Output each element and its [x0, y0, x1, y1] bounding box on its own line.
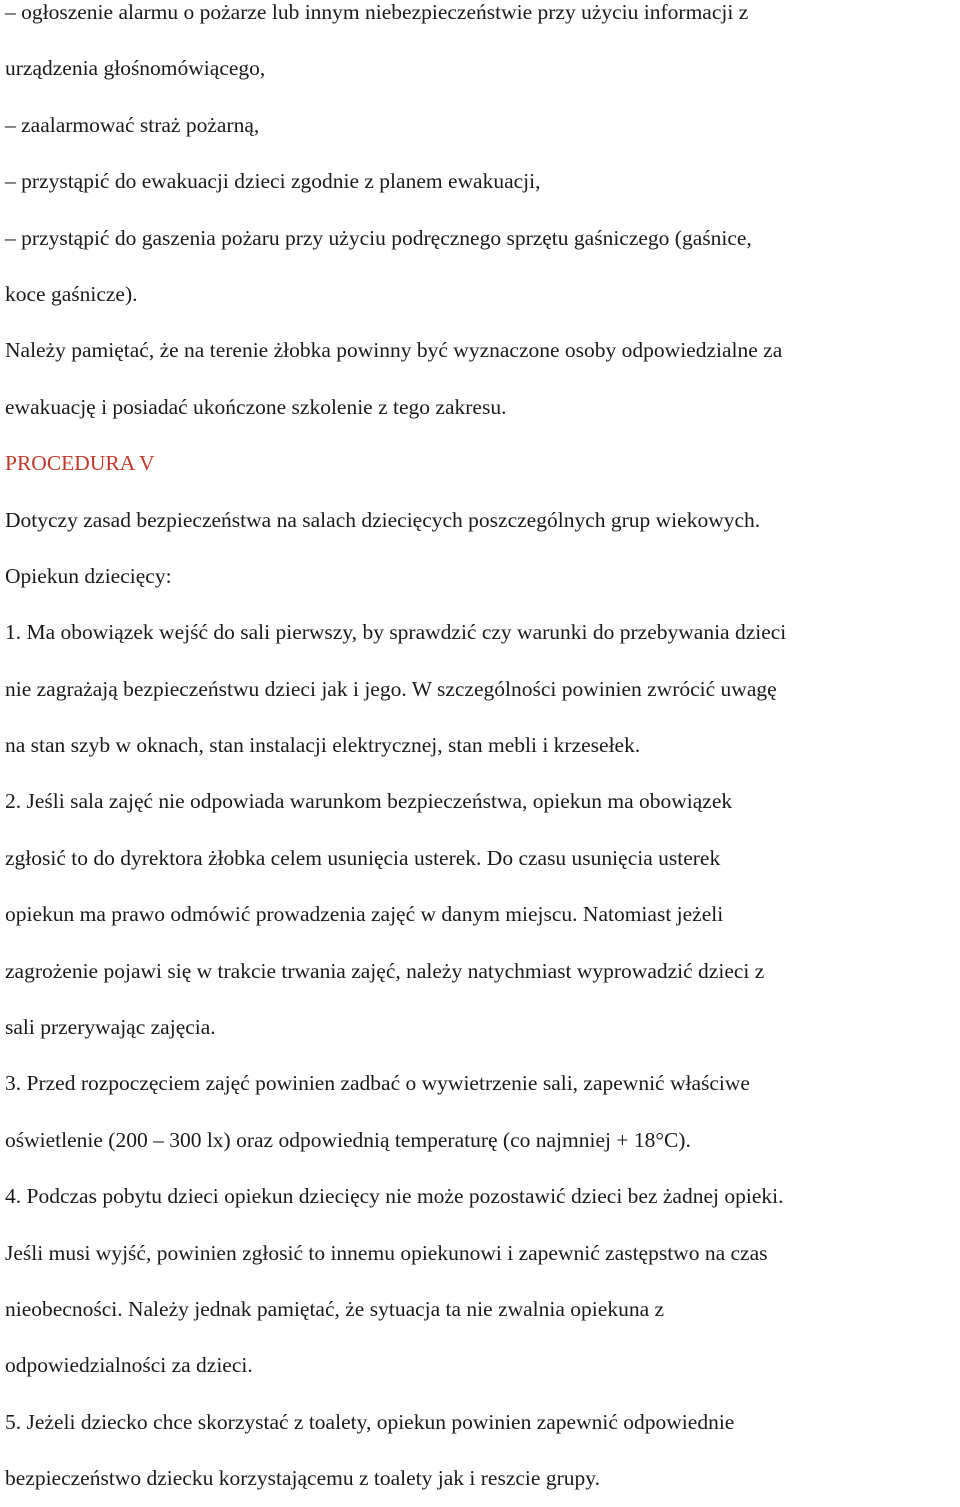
- text-line: Dotyczy zasad bezpieczeństwa na salach dziecięcych poszczególnych grup wiekowych.: [5, 507, 761, 532]
- text-line: zgłosić to do dyrektora żłobka celem usunięcia usterek. Do czasu usunięcia usterek: [5, 845, 721, 870]
- text-line: Opiekun dziecięcy:: [5, 563, 172, 588]
- text-line: zagrożenie pojawi się w trakcie trwania zajęć, należy natychmiast wyprowadzić dzieci z: [5, 958, 765, 983]
- text-line: koce gaśnicze).: [5, 281, 138, 306]
- text-line: 2. Jeśli sala zajęć nie odpowiada warunkom bezpieczeństwa, opiekun ma obowiązek: [5, 789, 733, 814]
- text-line: 1. Ma obowiązek wejść do sali pierwszy, by sprawdzić czy warunki do przebywania dzieci: [5, 620, 787, 645]
- text-line: sali przerywając zajęcia.: [5, 1015, 216, 1040]
- text-line: bezpieczeństwo dziecku korzystającemu z toalety jak i reszcie grupy.: [5, 1466, 600, 1491]
- procedure-heading: PROCEDURA V: [5, 451, 155, 476]
- text-line: opiekun ma prawo odmówić prowadzenia zajęć w danym miejscu. Natomiast jeżeli: [5, 902, 724, 927]
- text-line: nieobecności. Należy jednak pamiętać, że sytuacja ta nie zwalnia opiekuna z: [5, 1296, 665, 1321]
- text-line: – ogłoszenie alarmu o pożarze lub innym niebezpieczeństwie przy użyciu informacji z: [5, 0, 749, 24]
- text-line: oświetlenie (200 – 300 lx) oraz odpowiednią temperaturę (co najmniej + 18°C).: [5, 1127, 691, 1152]
- text-line: – zaalarmować straż pożarną,: [5, 112, 260, 137]
- text-line: Należy pamiętać, że na terenie żłobka powinny być wyznaczone osoby odpowiedzialne za: [5, 338, 783, 363]
- text-line: Jeśli musi wyjść, powinien zgłosić to innemu opiekunowi i zapewnić zastępstwo na czas: [5, 1240, 768, 1265]
- text-line: nie zagrażają bezpieczeństwu dzieci jak i jego. W szczególności powinien zwrócić uwagę: [5, 676, 777, 701]
- text-line: – przystąpić do ewakuacji dzieci zgodnie z planem ewakuacji,: [5, 169, 541, 194]
- text-line: 4. Podczas pobytu dzieci opiekun dziecięcy nie może pozostawić dzieci bez żadnej opieki.: [5, 1184, 784, 1209]
- text-line: 5. Jeżeli dziecko chce skorzystać z toalety, opiekun powinien zapewnić odpowiednie: [5, 1409, 735, 1434]
- text-line: odpowiedzialności za dzieci.: [5, 1353, 253, 1378]
- text-line: 3. Przed rozpoczęciem zajęć powinien zadbać o wywietrzenie sali, zapewnić właściwe: [5, 1071, 750, 1096]
- text-line: urządzenia głośnomówiącego,: [5, 56, 266, 81]
- text-line: – przystąpić do gaszenia pożaru przy użyciu podręcznego sprzętu gaśniczego (gaśnice,: [5, 225, 752, 250]
- text-line: ewakuację i posiadać ukończone szkolenie z tego zakresu.: [5, 394, 507, 419]
- text-line: na stan szyb w oknach, stan instalacji elektrycznej, stan mebli i krzesełek.: [5, 733, 641, 758]
